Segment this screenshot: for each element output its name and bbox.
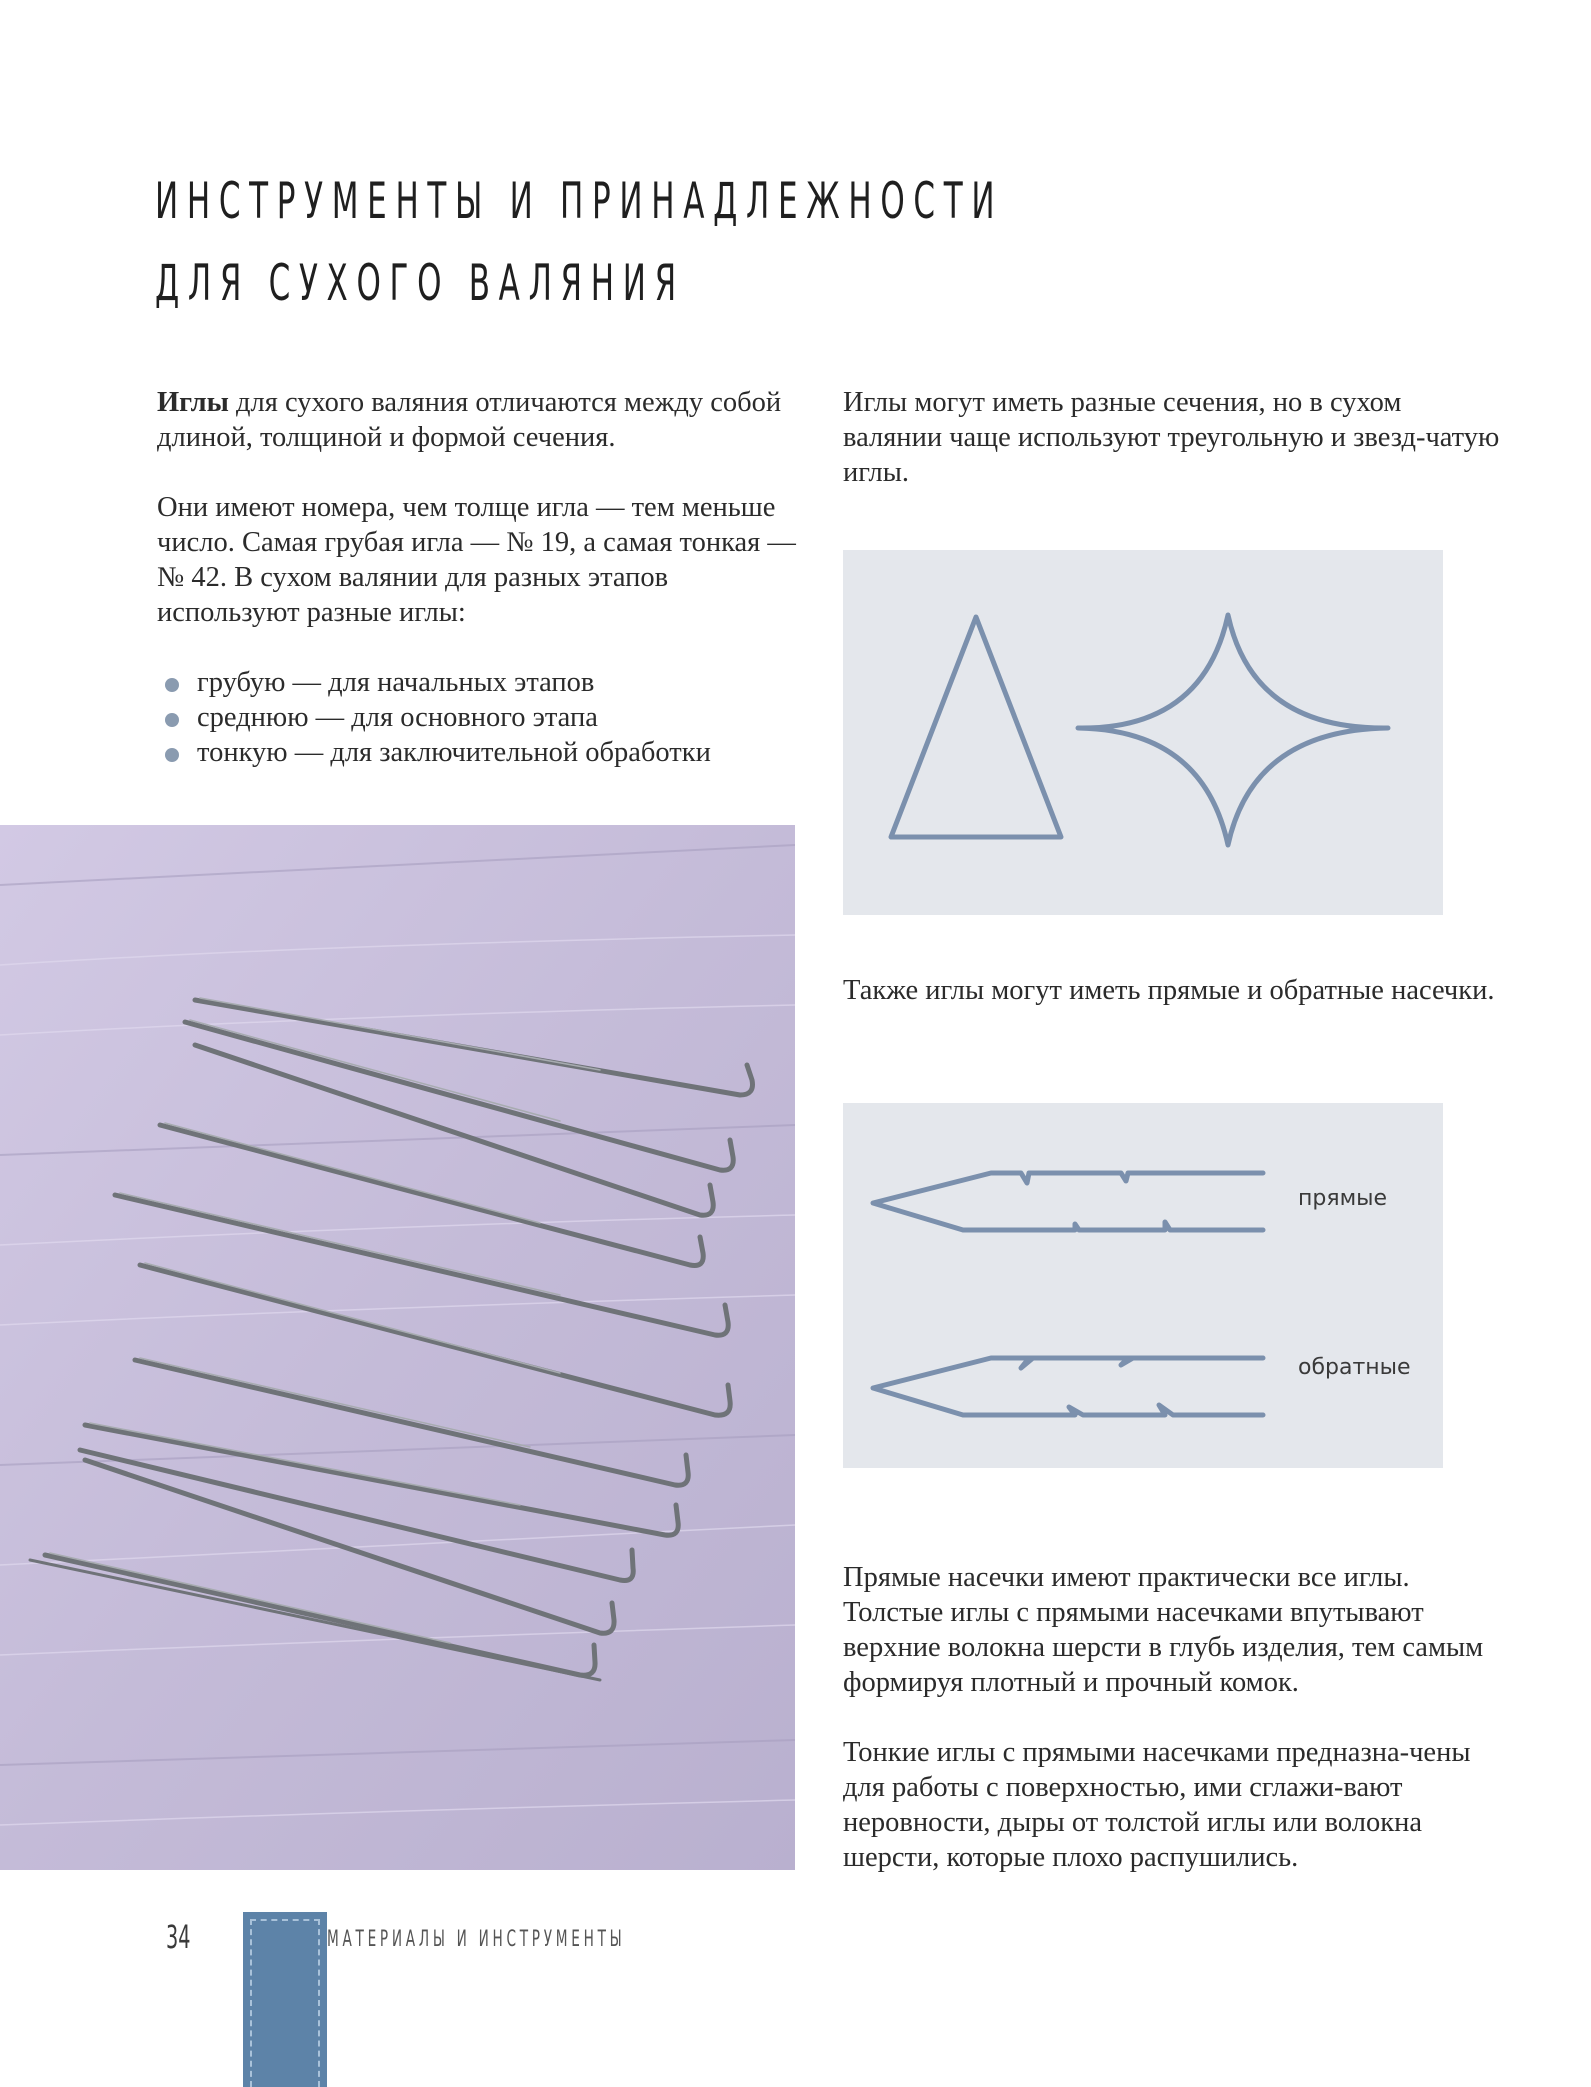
fine-needle-text: Тонкие иглы с прямыми насечками предназна-чены для работы с поверхностью, ими сглажи-вают неровности, дыры от толстой иглы или волокна шерсти, которые плохо распушились. bbox=[843, 1737, 1471, 1873]
page-title-line-1: ИНСТРУМЕНТЫ И ПРИНАДЛЕЖНОСТИ bbox=[155, 172, 1004, 230]
list-item: грубую — для начальных этапов bbox=[157, 665, 807, 700]
page-title-line-2: ДЛЯ СУХОГО ВАЛЯНИЯ bbox=[155, 254, 685, 312]
star-cross-section bbox=[1078, 615, 1388, 845]
triangle-cross-section bbox=[891, 617, 1061, 837]
notches-shapes bbox=[843, 1103, 1443, 1468]
notches-paragraph bbox=[843, 973, 1503, 1008]
section-title: МАТЕРИАЛЫ И ИНСТРУМЕНТЫ bbox=[327, 1927, 626, 1952]
notches-diagram bbox=[843, 1103, 1443, 1468]
list-item: тонкую — для заключительной обработки bbox=[157, 735, 807, 770]
straight-notch-text: Прямые насечки имеют практически все иглы. Толстые иглы с прямыми насечками впутывают верхние волокна шерсти в глубь изделия, тем самым формируя плотный и прочный комок. bbox=[843, 1562, 1484, 1698]
cross-section-text: Иглы могут иметь разные сечения, но в сухом валянии чаще используют треугольную и звезд-чатую иглы. bbox=[843, 387, 1500, 488]
notches-text: Также иглы могут иметь прямые и обратные насечки. bbox=[843, 975, 1495, 1006]
fine-needle-paragraph bbox=[843, 1735, 1503, 1875]
reverse-notches-label: обратные bbox=[1298, 1355, 1411, 1380]
straight-notch-paragraph bbox=[843, 1560, 1503, 1700]
cross-section-shapes bbox=[843, 550, 1443, 915]
page-title bbox=[155, 160, 1004, 324]
numbering-paragraph: Они имеют номера, чем толще игла — тем меньше число. Самая грубая игла — № 19, а самая тонкая — № 42. В сухом валянии для разных этапов используют разные иглы: bbox=[157, 492, 796, 628]
straight-notches-label: прямые bbox=[1298, 1186, 1388, 1211]
needles-photo bbox=[0, 825, 795, 1870]
felting-needles-illustration bbox=[0, 825, 795, 1870]
intro-bold-term: Иглы bbox=[157, 387, 229, 418]
left-column bbox=[157, 385, 807, 770]
straight-notch-needle bbox=[873, 1173, 1263, 1230]
needle-stage-list bbox=[157, 665, 807, 770]
cross-section-diagram bbox=[843, 550, 1443, 915]
intro-paragraph bbox=[157, 385, 807, 455]
reverse-notch-needle bbox=[873, 1358, 1263, 1415]
list-item: среднюю — для основного этапа bbox=[157, 700, 807, 735]
page-number: 34 bbox=[166, 1918, 191, 1956]
cross-section-paragraph bbox=[843, 385, 1503, 490]
section-tab-ribbon bbox=[243, 1912, 327, 2087]
intro-text: для сухого валяния отличаются между собой длиной, толщиной и формой сечения. bbox=[157, 387, 782, 453]
